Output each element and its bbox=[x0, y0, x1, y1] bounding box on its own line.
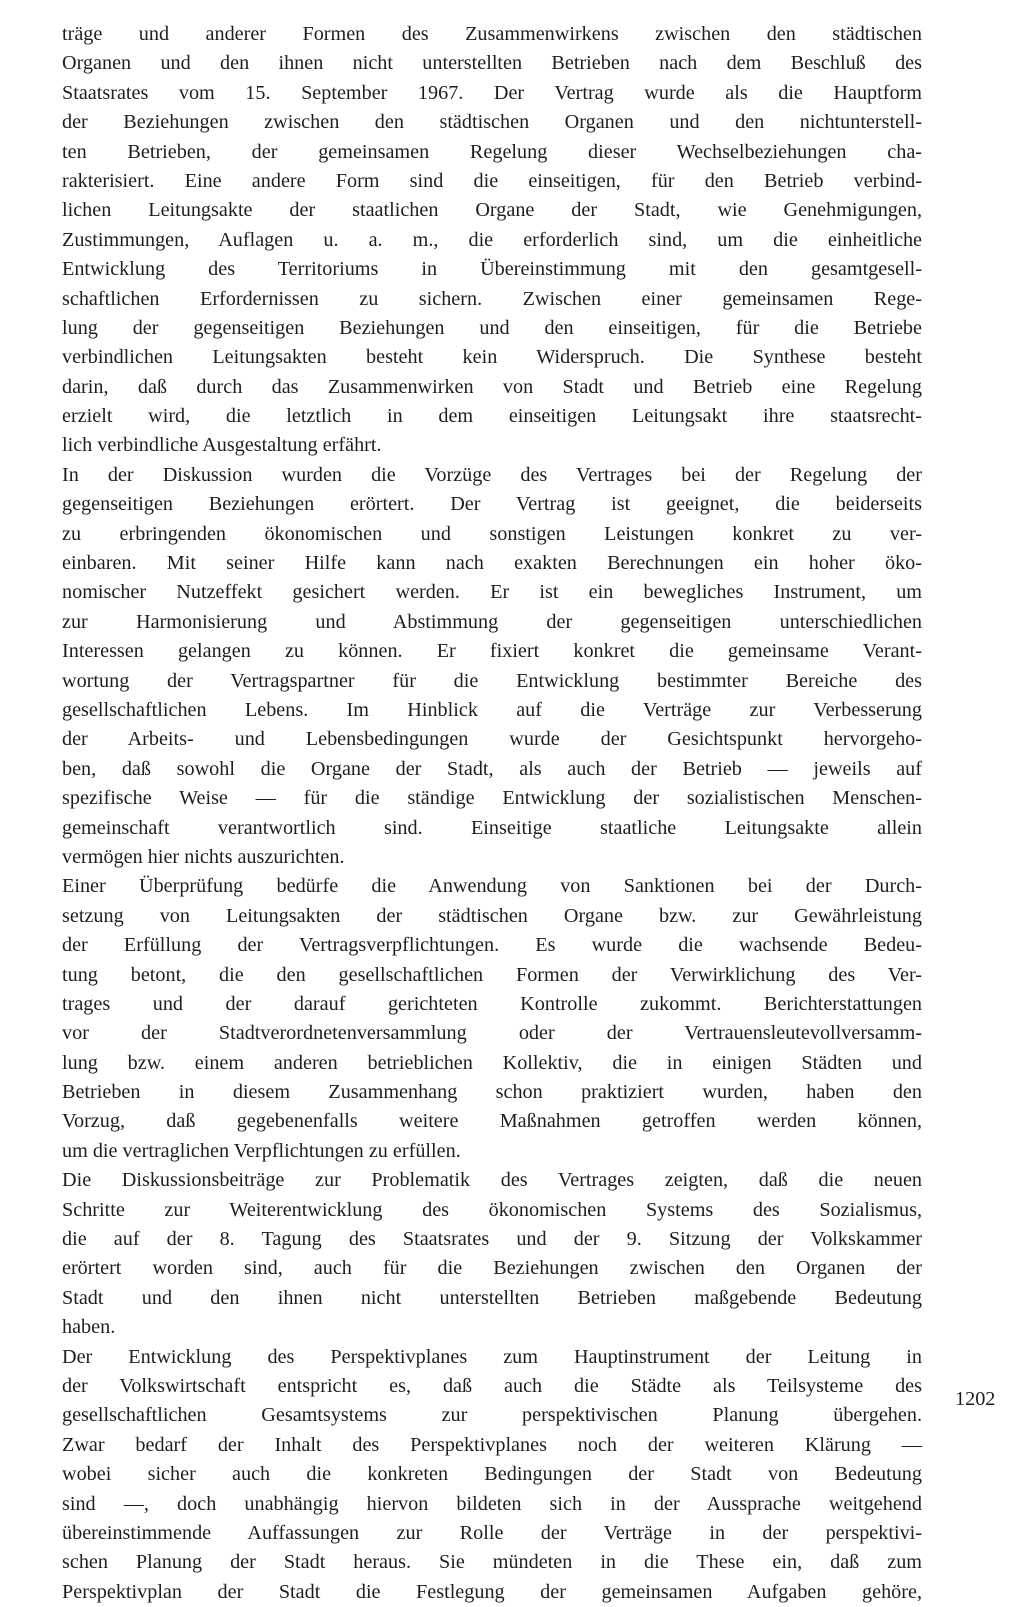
text-line: setzung von Leitungsakten der städtischen Organe bzw. zur Gewährleistung bbox=[62, 904, 922, 927]
text-line: einbaren. Mit seiner Hilfe kann nach exakten Berechnungen ein hoher öko- bbox=[62, 552, 922, 575]
text-line: der Arbeits- und Lebensbedingungen wurde der Gesichtspunkt hervorgeho- bbox=[62, 728, 922, 751]
paragraph bbox=[62, 1343, 922, 1607]
text-line: sind —, doch unabhängig hiervon bildeten sich in der Aussprache weitgehend bbox=[62, 1492, 922, 1515]
text-line: Zustimmungen, Auflagen u. a. m., die erforderlich sind, um die einheitliche bbox=[62, 228, 922, 251]
text-line: der Erfüllung der Vertragsverpflichtungen. Es wurde die wachsende Bedeu- bbox=[62, 934, 922, 957]
text-line: wortung der Vertragspartner für die Entwicklung bestimmter Bereiche des bbox=[62, 669, 922, 692]
text-line: Einer Überprüfung bedürfe die Anwendung von Sanktionen bei der Durch- bbox=[62, 875, 922, 898]
text-line: tung betont, die den gesellschaftlichen Formen der Verwirklichung des Ver- bbox=[62, 963, 922, 986]
text-line: erörtert worden sind, auch für die Beziehungen zwischen den Organen der bbox=[62, 1257, 922, 1280]
paragraph bbox=[62, 461, 922, 872]
paragraph bbox=[62, 20, 922, 461]
text-line: Entwicklung des Territoriums in Übereinstimmung mit den gesamtgesell- bbox=[62, 258, 922, 281]
text-line: zur Harmonisierung und Abstimmung der gegenseitigen unterschiedlichen bbox=[62, 610, 922, 633]
text-line: wobei sicher auch die konkreten Bedingungen der Stadt von Bedeutung bbox=[62, 1463, 922, 1486]
text-line: verbindlichen Leitungsakten besteht kein Widerspruch. Die Synthese besteht bbox=[62, 346, 922, 369]
text-line: ten Betrieben, der gemeinsamen Regelung dieser Wechselbeziehungen cha- bbox=[62, 140, 922, 163]
text-line: Perspektivplan der Stadt die Festlegung der gemeinsamen Aufgaben gehöre, bbox=[62, 1580, 922, 1603]
text-line: Schritte zur Weiterentwicklung des ökonomischen Systems des Sozialismus, bbox=[62, 1198, 922, 1221]
text-line: lung bzw. einem anderen betrieblichen Kollektiv, die in einigen Städten und bbox=[62, 1051, 922, 1074]
text-line: trages und der darauf gerichteten Kontrolle zukommt. Berichterstattungen bbox=[62, 992, 922, 1015]
text-line: In der Diskussion wurden die Vorzüge des Vertrages bei der Regelung der bbox=[62, 463, 922, 486]
text-line: der Volkswirtschaft entspricht es, daß auch die Städte als Teilsysteme des bbox=[62, 1374, 922, 1397]
text-line: spezifische Weise — für die ständige Entwicklung der sozialistischen Menschen- bbox=[62, 787, 922, 810]
text-line: übereinstimmende Auffassungen zur Rolle der Verträge in der perspektivi- bbox=[62, 1521, 922, 1544]
text-line: lung der gegenseitigen Beziehungen und den einseitigen, für die Betriebe bbox=[62, 316, 922, 339]
text-line: Interessen gelangen zu können. Er fixiert konkret die gemeinsame Verant- bbox=[62, 640, 922, 663]
text-line: gegenseitigen Beziehungen erörtert. Der Vertrag ist geeignet, die beiderseits bbox=[62, 493, 922, 516]
text-line: erzielt wird, die letztlich in dem einseitigen Leitungsakt ihre staatsrecht- bbox=[62, 405, 922, 428]
text-line: vor der Stadtverordnetenversammlung oder der Vertrauensleutevollversamm- bbox=[62, 1022, 922, 1045]
text-line: um die vertraglichen Verpflichtungen zu erfüllen. bbox=[62, 1139, 461, 1162]
text-line: gemeinschaft verantwortlich sind. Einseitige staatliche Leitungsakte allein bbox=[62, 816, 922, 839]
text-line: Staatsrates vom 15. September 1967. Der Vertrag wurde als die Hauptform bbox=[62, 81, 922, 104]
text-line: ben, daß sowohl die Organe der Stadt, als auch der Betrieb — jeweils auf bbox=[62, 757, 922, 780]
text-line: träge und anderer Formen des Zusammenwirkens zwischen den städtischen bbox=[62, 23, 922, 45]
text-line: gesellschaftlichen Lebens. Im Hinblick auf die Verträge zur Verbesserung bbox=[62, 698, 922, 721]
paragraph bbox=[62, 872, 922, 1166]
text-line: rakterisiert. Eine andere Form sind die einseitigen, für den Betrieb verbind- bbox=[62, 169, 922, 192]
text-line: gesellschaftlichen Gesamtsystems zur perspektivischen Planung übergehen. bbox=[62, 1404, 922, 1427]
text-line: Zwar bedarf der Inhalt des Perspektivplanes noch der weiteren Klärung — bbox=[62, 1433, 922, 1456]
text-line: schaftlichen Erfordernissen zu sichern. Zwischen einer gemeinsamen Rege- bbox=[62, 287, 922, 310]
text-line: lich verbindliche Ausgestaltung erfährt. bbox=[62, 434, 382, 457]
text-line: Vorzug, daß gegebenenfalls weitere Maßnahmen getroffen werden können, bbox=[62, 1110, 922, 1133]
text-line: Stadt und den ihnen nicht unterstellten Betrieben maßgebende Bedeutung bbox=[62, 1286, 922, 1309]
text-line: Betrieben in diesem Zusammenhang schon praktiziert wurden, haben den bbox=[62, 1081, 922, 1104]
text-line: darin, daß durch das Zusammenwirken von Stadt und Betrieb eine Regelung bbox=[62, 375, 922, 398]
page-number: 1202 bbox=[955, 1388, 996, 1410]
paragraph bbox=[62, 1166, 922, 1342]
text-line: nomischer Nutzeffekt gesichert werden. Er ist ein bewegliches Instrument, um bbox=[62, 581, 922, 604]
text-line: der Beziehungen zwischen den städtischen Organen und den nichtunterstell- bbox=[62, 111, 922, 134]
text-line: lichen Leitungsakte der staatlichen Organe der Stadt, wie Genehmigungen, bbox=[62, 199, 922, 222]
text-line: vermögen hier nichts auszurichten. bbox=[62, 845, 345, 868]
text-line: Der Entwicklung des Perspektivplanes zum Hauptinstrument der Leitung in bbox=[62, 1345, 922, 1368]
text-line: zu erbringenden ökonomischen und sonstigen Leistungen konkret zu ver- bbox=[62, 522, 922, 545]
text-line: Die Diskussionsbeiträge zur Problematik des Vertrages zeigten, daß die neuen bbox=[62, 1169, 922, 1192]
text-line: schen Planung der Stadt heraus. Sie mündeten in die These ein, daß zum bbox=[62, 1551, 922, 1574]
text-line: Organen und den ihnen nicht unterstellten Betrieben nach dem Beschluß des bbox=[62, 52, 922, 75]
text-line: haben. bbox=[62, 1316, 116, 1339]
text-line: die auf der 8. Tagung des Staatsrates und der 9. Sitzung der Volkskammer bbox=[62, 1228, 922, 1251]
body-text bbox=[62, 20, 922, 1607]
